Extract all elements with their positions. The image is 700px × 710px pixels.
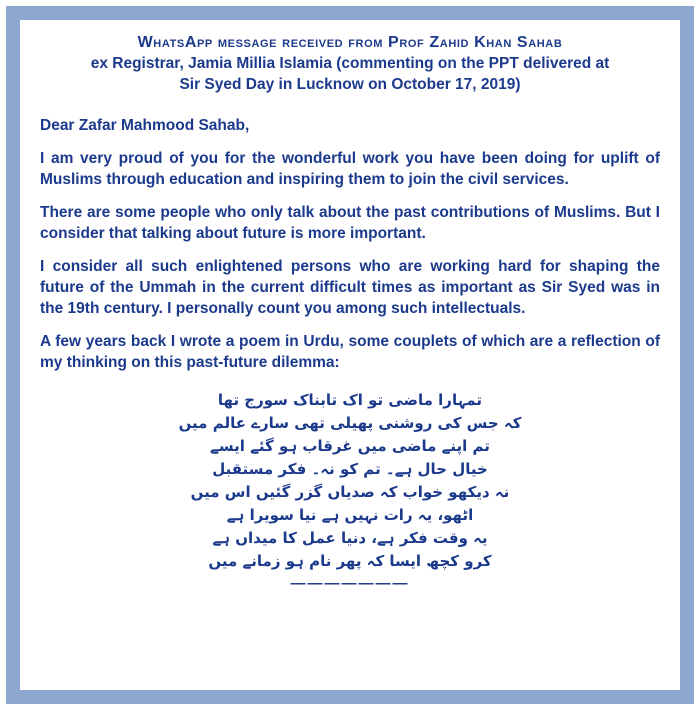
header-title: WhatsApp message received from Prof Zahid Khan Sahab [137,34,563,51]
paragraph-3: I consider all such enlightened persons who are working hard for shaping the future of the Ummah in the current difficult times as important as Sir Syed was in the 19th century. I personally count you among such intellectuals. [40,258,660,317]
paragraph-2: There are some people who only talk about the past contributions of Muslims. But I consider that talking about future is more important. [40,204,660,242]
poem-line-3: تم اپنے ماضی میں غرقاب ہو گئے ایسے [210,437,490,455]
poem-line-7: یہ وقت فکر ہے، دنیا عمل کا میداں ہے [212,529,488,547]
poem-line-6: اٹھو، یہ رات نہیں ہے نیا سویرا ہے [226,506,474,524]
header-subtitle-line-1: ex Registrar, Jamia Millia Islamia (commenting on the PPT delivered at [90,55,610,72]
paragraph-4: A few years back I wrote a poem in Urdu, some couplets of which are a reflection of my thinking on this past-future dilemma: [40,333,660,371]
urdu-poem [40,389,660,573]
poem-line-5: نہ دیکھو خواب کہ صدیاں گزر گئیں اس میں [190,483,510,501]
poem-end-mark: ——————— [290,575,410,592]
header [40,32,660,95]
poem-line-4: خیال حال ہے۔ تم کو نہ۔ فکر مستقبل [212,460,488,478]
poem-line-1: تمہارا ماضی تو اک تابناک سورج تھا [217,391,483,409]
paragraph-1: I am very proud of you for the wonderful work you have been doing for uplift of Muslims through education and inspiring them to join the civil services. [40,150,660,188]
header-subtitle-line-2: Sir Syed Day in Lucknow on October 17, 2019) [179,76,521,93]
document-frame [6,6,694,704]
salutation: Dear Zafar Mahmood Sahab, [40,117,250,134]
poem-line-8: کرو کچھ ایسا کہ پھر نام ہو زمانے میں [208,552,492,570]
document-content [40,20,660,690]
poem-line-2: کہ جس کی روشنی پھیلی تھی سارے عالم میں [178,414,522,432]
